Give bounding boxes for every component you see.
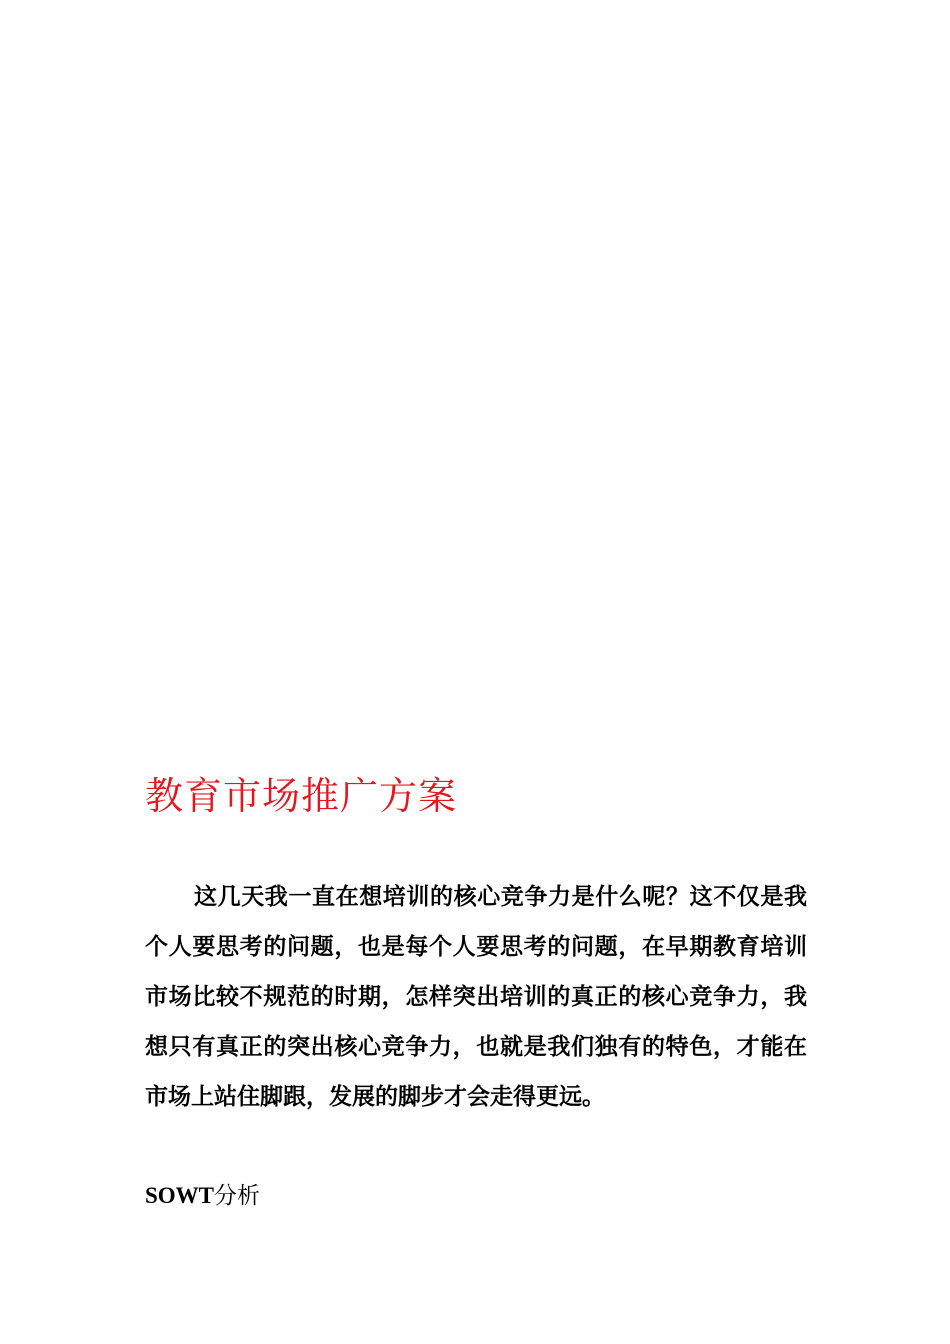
document-title: 教育市场推广方案 — [145, 774, 458, 818]
section-heading-cjk: 分析 — [214, 1183, 261, 1209]
intro-paragraph: 这几天我一直在想培训的核心竞争力是什么呢？这不仅是我个人要思考的问题，也是每个人要思考的问题，在早期教育培训市场比较不规范的时期，怎样突出培训的真正的核心竞争力，我想只有真正的突出核心竞争力，也就是我们独有的特色，才能在市场上站住脚跟，发展的脚步才会走得更远。 — [145, 883, 807, 1110]
section-heading-latin: SOWT — [145, 1183, 215, 1208]
section-heading-swot — [145, 1172, 260, 1220]
